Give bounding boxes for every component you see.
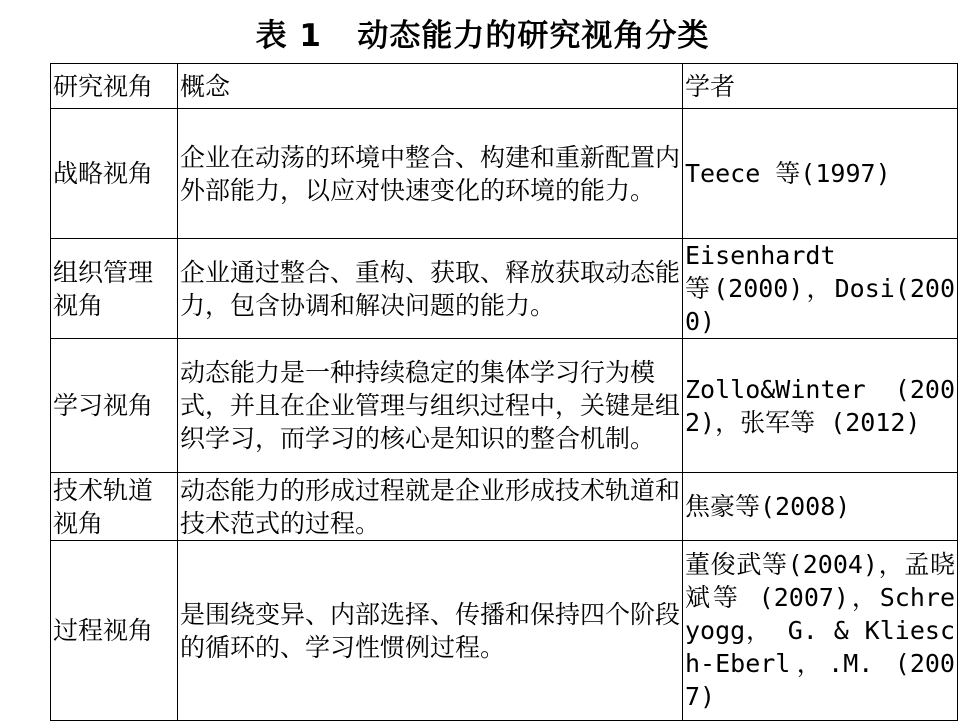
header-concept: 概念 (178, 64, 683, 109)
row-perspective: 组织管理视角 (51, 239, 178, 339)
row-concept: 是围绕变异、内部选择、传播和保持四个阶段的循环的、学习性惯例过程。 (178, 541, 683, 721)
row-perspective: 技术轨道视角 (51, 473, 178, 541)
row-scholars: 焦豪等(2008) (683, 473, 958, 541)
header-scholars: 学者 (683, 64, 958, 109)
row-concept: 企业在动荡的环境中整合、构建和重新配置内外部能力，以应对快速变化的环境的能力。 (178, 109, 683, 239)
row-concept: 企业通过整合、重构、获取、释放获取动态能力，包含协调和解决问题的能力。 (178, 239, 683, 339)
row-concept: 动态能力的形成过程就是企业形成技术轨道和技术范式的过程。 (178, 473, 683, 541)
table-row (51, 109, 958, 239)
research-perspectives-table (50, 63, 958, 721)
row-perspective: 过程视角 (51, 541, 178, 721)
table-header-row (51, 64, 958, 109)
row-perspective: 战略视角 (51, 109, 178, 239)
row-scholars: Eisenhardt 等(2000)，Dosi(2000) (683, 239, 958, 339)
row-concept: 动态能力是一种持续稳定的集体学习行为模式，并且在企业管理与组织过程中，关键是组织学习，而学习的核心是知识的整合机制。 (178, 339, 683, 473)
table-row (51, 473, 958, 541)
table-title: 表 1 动态能力的研究视角分类 (255, 18, 710, 54)
table-row (51, 239, 958, 339)
row-scholars: Zollo&Winter (2002)，张军等 (2012) (683, 339, 958, 473)
row-scholars: 董俊武等(2004)，孟晓斌等 (2007)，Schreyogg， G. & Kliesch-Eberl，.M. (2007) (683, 541, 958, 721)
row-scholars: Teece 等(1997) (683, 109, 958, 239)
table-row (51, 541, 958, 721)
header-perspective: 研究视角 (51, 64, 178, 109)
table-row (51, 339, 958, 473)
row-perspective: 学习视角 (51, 339, 178, 473)
